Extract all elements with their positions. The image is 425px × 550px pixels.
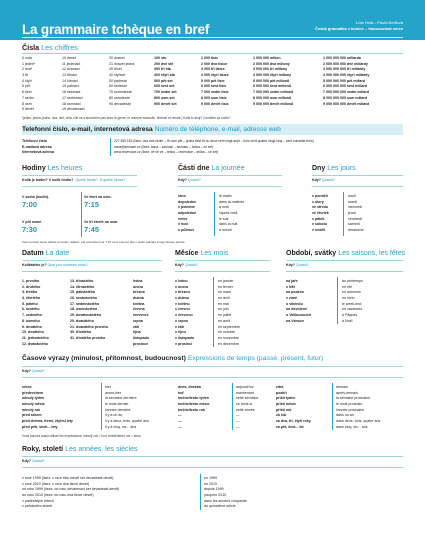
numbers-col-tens: 20 dvacet 21 dvacet jedna 30 třicet 40 čtyřicet 50 padesát 60 šedesát 70 sedmdesát 80 osmdesát 90 devadesát <box>109 56 135 106</box>
years-divider-2 <box>22 467 403 468</box>
expressions-divider <box>22 366 403 367</box>
dayparts-divider-2 <box>178 186 282 187</box>
time-7-30-label: V půl osmé. <box>22 220 43 224</box>
days-vdivider <box>343 192 344 236</box>
days-question: Kdy?Quand? <box>312 178 335 182</box>
page-title: La grammaire tchèque en bref <box>22 22 210 37</box>
dayparts-vdivider <box>214 192 215 236</box>
expressions-past-fr: hier avant-hier la semaine dernière le mois dernier l'année dernière il y a un an il y a deux, trois, quatre ans il y a cinq, six... ans <box>105 385 149 429</box>
date-question: Kolikátého je?Quel jour sommes-nous? <box>22 263 88 267</box>
header-authors: Lída Holá – Pavla Bořilová <box>355 20 403 25</box>
time-7-45-label: Ve tři čtvrtě na osm. <box>84 220 119 224</box>
years-question: Kdy?Quand? <box>22 459 45 463</box>
expressions-heading: Časové výrazy (minulost, přítomnost, budoucnost) Expressions de temps (passé, présent, futur) <box>22 355 324 362</box>
numbers-note: *jeden, jedna, jedno; dva, dvě; cela, ciel ne s'accordent pas avec le genre, le nombre masculin, féminin et neutre | Kolik to stojí? Combien ça coûte? <box>22 116 231 120</box>
contacts-divider <box>110 138 111 156</box>
years-heading: Roky, století Les années, les siècles <box>22 446 138 453</box>
numbers-col-thousands: 1 000 tisíc 2 000 dva tisíce 3 000 tři tisíce 4 000 čtyři tisíce 5 000 pět tisíc 6 000 šest tisíc 7 000 sedm tisíc 8 000 osm tisíc 9 000 devět tisíc <box>201 56 229 106</box>
time-7-00-label: V sedm (hodin). <box>22 195 49 199</box>
contacts-labels: Telefonní číslo E-mailová adresa Internetová adresa <box>22 139 54 155</box>
dayparts-heading: Části dne La journée <box>178 165 245 172</box>
days-divider <box>312 175 403 176</box>
time-7-15-label: Ve čtvrt na osm. <box>84 195 112 199</box>
seasons-heading: Období, svátky Les saisons, les fêtes <box>286 250 406 257</box>
days-heading: Dny Les jours <box>312 165 356 172</box>
expressions-past-cz: včera předevčírem minulý týden minulý měsíc minulý rok před rokem před dvěma, třemi, čtyřmi lety před pěti, šesti... lety <box>22 385 73 429</box>
seasons-divider <box>286 260 403 261</box>
seasons-fr: au printemps en été en automne en hiver le week-end en vacances à Pâques à Noël <box>342 279 363 323</box>
hours-vdivider <box>81 192 82 237</box>
hours-question: Kolik je hodin? V kolik hodin? Quelle heure? À quelle heure? <box>22 178 126 182</box>
months-divider <box>175 260 270 261</box>
dayparts-divider <box>178 175 282 176</box>
time-7-00: 7:00 <box>22 200 38 209</box>
years-cz: v roce 1999 (lisez: v roce tisíc devět set devadesát devět) v roce 2010 (lisez: v roce dva tisíce deset) od roku 1999 (lisez: od roku devatenáct set devadesát devět) do roku 2010 (lisez: do roku dva tisíce deset) v padesátých letech v patnáctém století <box>22 476 120 509</box>
header-divider <box>22 37 403 38</box>
contacts-values: 227 385 163 (lisez: dva dva sedm – tři osm pět – jedna šest tři ou deux cent vingt-sept – trois cent quatre-vingt-cinq – cent soixante-trois) anna@seznam.cz (lisez: anna – zavináč – seznam – tečka – cé zet) www.recervace.cz (lisez: vé vé vé – tečka – recervace – tečka – cé zet) <box>114 139 314 155</box>
months-vdivider <box>213 277 214 347</box>
months-fr: en janvier en février en mars en avril en mai en juin en juillet en août en septembre en octobre en novembre en décembre <box>218 279 240 346</box>
expressions-future-fr: demain après-demain la semaine prochaine le mois prochain l'année prochaine dans un an dans deux, trois, quatre ans dans cinq, six... ans <box>336 385 381 429</box>
header-series: Česká gramatika v kostce – francouzská verze <box>314 26 403 31</box>
header-banner <box>0 0 425 40</box>
date-months-genitive: ledna února března dubna května června července srpna září října listopadu prosince <box>133 279 149 346</box>
years-vdivider <box>200 474 201 510</box>
numbers-col-units: 0 nula 1 jeden* 2 dva* 3 tři 4 čtyři 5 pět 6 šest 7 sedm 8 osm 9 devět <box>22 56 36 112</box>
time-7-15: 7:15 <box>84 200 100 209</box>
date-divider-2 <box>22 271 162 272</box>
days-divider-2 <box>312 186 403 187</box>
numbers-col-hundreds: 100 sto 200 dvě stě 300 tři sta 400 čtyři sta 500 pět set 600 šest set 700 sedm set 800 osm set 900 devět set <box>154 56 177 106</box>
expressions-vdivider-3 <box>332 383 333 430</box>
expressions-vdivider-1 <box>101 383 102 430</box>
time-7-30: 7:30 <box>22 225 38 234</box>
numbers-col-teens: 10 deset 11 jedenáct 12 dvanáct 13 třináct 14 čtrnáct 15 patnáct 16 šestnáct 17 sedmnáct 18 osmnáct 19 devatenáct <box>62 56 85 112</box>
hours-heading: Hodiny Les heures <box>22 165 83 172</box>
months-question: Kdy?Quand? <box>175 263 198 267</box>
date-days-2: 13. třináctého 14. čtrnáctého 15. patnáctého 16. šestnáctého 17. sedmnáctého 18. osmnáctého 19. devatenáctého 20. dvacátého 21. dvacátého prvního 30. třicátého 31. třicátého prvního <box>70 279 108 340</box>
days-fr: lundi mardi mercredi jeudi vendredi samedi dimanche <box>348 194 364 233</box>
numbers-col-millions: 1 000 000 milion 2 000 000 dva miliony 3 000 000 tři miliony 4 000 000 čtyři miliony 5 000 000 pět milionů 6 000 000 šest milionů 7 000 000 sedm milionů 8 000 000 osm milionů 9 000 000 devět milionů <box>253 56 294 106</box>
expressions-present-fr: aujourd'hui maintenant cette semaine ce mois-ci cette année — — — <box>236 385 259 429</box>
months-heading: Měsíce Les mois <box>175 250 229 257</box>
years-divider <box>22 456 403 457</box>
expressions-divider-2 <box>22 377 403 378</box>
contacts-heading: Telefonní číslo, e-mail, internetová adresa Numéro de téléphone, e-mail, adresse web <box>22 124 403 135</box>
time-7-45: 7:45 <box>84 225 100 234</box>
seasons-cz: na jaře v létě na podzim v zimě o víkendu na dovolené o Velikonocích na Vánoce <box>286 279 312 323</box>
seasons-question: Kdy?Quand? <box>286 263 309 267</box>
seasons-vdivider <box>337 277 338 324</box>
date-divider <box>22 260 162 261</box>
months-divider-2 <box>175 271 270 272</box>
expressions-present-cz: dnes, dneska teď tenhle/tento týden tenhle/tento měsíc tenhle/tento rok — — — <box>178 385 210 429</box>
dayparts-question: Kdy?Quand? <box>178 178 201 182</box>
dayparts-cz: ráno dopoledne v poledne odpoledne večer v noci o půlnoci <box>178 194 197 233</box>
seasons-divider-2 <box>286 271 403 272</box>
hours-divider <box>22 175 137 176</box>
years-fr: en 1999 en 2010 depuis 1999 jusqu'en 2010 dans les années cinquante au quinzième siècle <box>204 476 247 509</box>
expressions-question: Kdy?Quand? <box>22 369 45 373</box>
days-cz: v pondělí v úterý ve středu ve čtvrtek v pátek v sobotu v neděli <box>312 194 329 233</box>
numbers-heading: Čísla Les chiffres <box>22 43 78 52</box>
hours-note: Vous pouvez aussi utiliser le temps "digital", par exemple pour 7:15 vous pouvez dire v sedm patnáct à sept heures quinze. <box>22 240 186 244</box>
date-heading: Datum La date <box>22 250 70 257</box>
numbers-col-billions: 1 000 000 000 miliarda 2 000 000 000 dvě miliardy 3 000 000 000 tři miliardy 4 000 000 000 čtyři miliardy 5 000 000 000 pět miliard 6 000 000 000 šest miliard 7 000 000 000 sedm miliard 8 000 000 000 osm miliard 9 000 000 000 devět miliard <box>323 56 370 106</box>
expressions-note: Vous pouvez aussi utiliser les expressions: minulý rok = loni, tenhle/tento rok = letos. <box>22 434 142 438</box>
expressions-future-cz: zítra pozítří příští týden příští měsíc příští rok za rok za dva, tři, čtyři roky za pět, šest... let <box>276 385 311 429</box>
date-days-1: 1. prvního 2. druhého 3. třetího 4. čtvrtého 5. pátého 6. šestého 7. sedmého 8. osmého 9. devátého 10. desátého 11. jedenáctého 12. dvanáctého <box>22 279 49 346</box>
hours-divider-2 <box>22 186 137 187</box>
numbers-divider <box>22 53 403 54</box>
months-cz: v lednu v únoru v březnu v dubnu v květnu v červnu v červenci v srpnu v září v říjnu v listopadu v prosinci <box>175 279 194 346</box>
expressions-vdivider-2 <box>232 383 233 430</box>
dayparts-fr: le matin dans la matinée à midi l'après-midi le soir dans la nuit à minuit <box>219 194 245 233</box>
